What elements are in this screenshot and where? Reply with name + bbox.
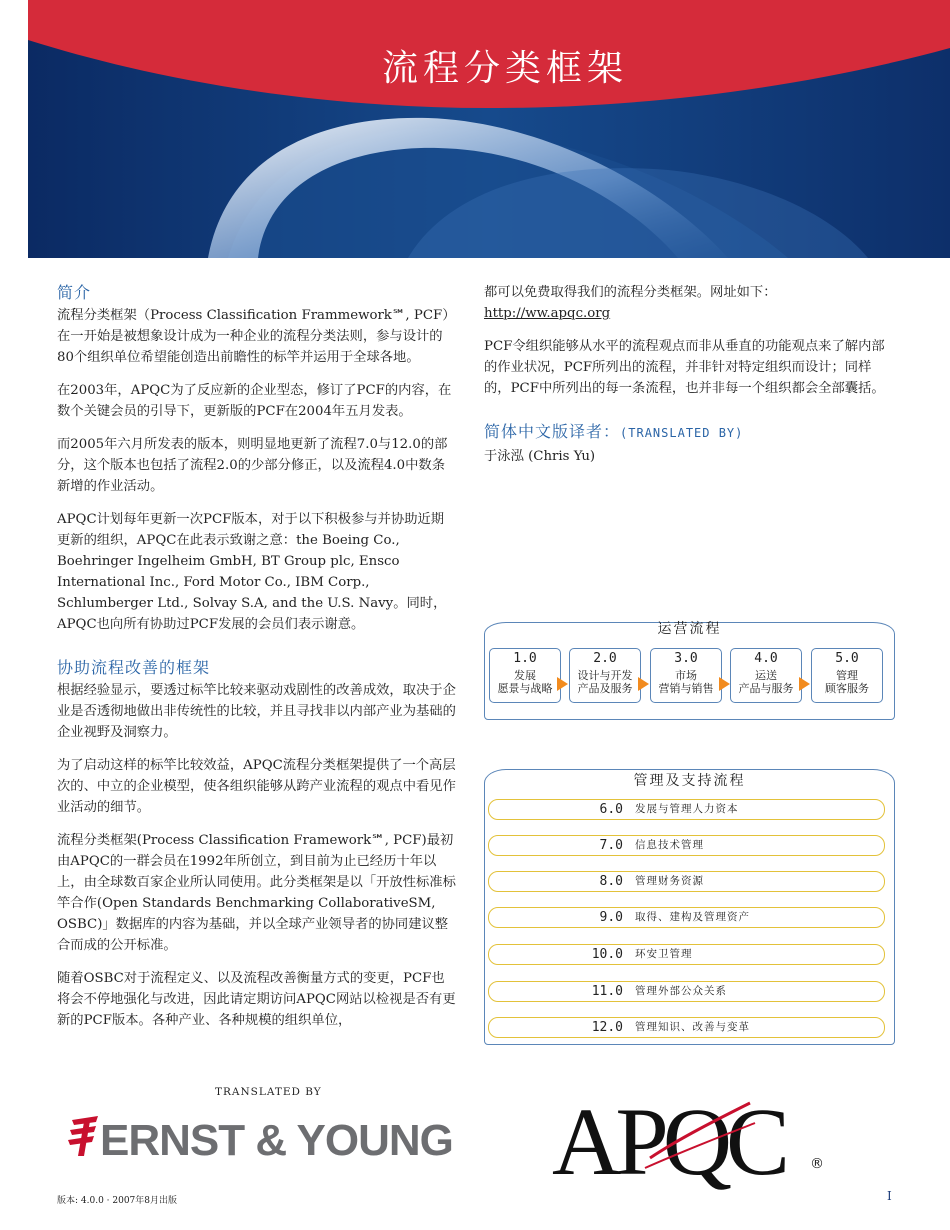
translator-heading — [484, 421, 894, 444]
process-number: 5.0 — [835, 651, 859, 666]
process-label-line1: 设计与开发 — [577, 669, 633, 682]
process-label-line1: 市场 — [675, 669, 697, 682]
process-label: 信息技术管理 — [635, 839, 704, 851]
process-label: 管理知识、改善与变革 — [635, 1021, 750, 1033]
continuation-text: 都可以免费取得我们的流程分类框架。网址如下： — [484, 285, 777, 300]
process-number: 1.0 — [513, 651, 537, 666]
process-box — [730, 648, 802, 703]
flow-arrow-icon — [638, 677, 649, 691]
page-number: I — [887, 1189, 892, 1203]
translator-heading-en: (TRANSLATED BY) — [620, 426, 744, 440]
process-box — [569, 648, 641, 703]
process-number: 9.0 — [599, 910, 623, 925]
registered-mark: ® — [810, 1156, 824, 1172]
management-process-item — [488, 871, 885, 892]
intro-paragraph: APQC计划每年更新一次PCF版本，对于以下积极参与并协助近期更新的组织，APQC在此表示致谢之意：the Boeing Co., Boehringer Ingelheim GmbH, BT Group plc, Ensco International Inc., Ford Motor Co., IBM Corp., Schlumberger Ltd., Solvay S.A, and the U.S. Navy。同时，APQC也向所有协助过PCF发展的会员们表示谢意。 — [57, 512, 447, 632]
process-label-line1: 运送 — [755, 669, 777, 682]
ernst-young-logo: ERNST & YOUNG — [100, 1116, 453, 1165]
apqc-logo: APQC — [552, 1088, 785, 1195]
process-label-line2: 营销与销售 — [658, 682, 714, 695]
process-label-line2: 产品及服务 — [577, 682, 633, 695]
process-label-line1: 管理 — [836, 669, 858, 682]
process-label: 环安卫管理 — [635, 948, 693, 960]
process-box — [650, 648, 722, 703]
intro-paragraph: 而2005年六月所发表的版本，则明显地更新了流程7.0与12.0的部分，这个版本也包括了流程2.0的少部分修正，以及流程4.0中数条新增的作业活动。 — [57, 437, 448, 494]
header-graphic — [28, 0, 950, 258]
left-column — [57, 282, 457, 1043]
process-number: 2.0 — [593, 651, 617, 666]
page-title: 流程分类框架 — [381, 48, 628, 89]
improve-heading: 协助流程改善的框架 — [57, 658, 211, 677]
improve-paragraph: 为了启动这样的标竿比较效益，APQC流程分类框架提供了一个高层次的、中立的企业模型，使各组织能够从跨产业流程的观点中看见作业活动的细节。 — [57, 758, 456, 815]
flow-arrow-icon — [557, 677, 568, 691]
process-number: 11.0 — [591, 984, 623, 999]
process-box — [811, 648, 883, 703]
process-number: 7.0 — [599, 838, 623, 853]
management-process-item — [488, 835, 885, 856]
process-label-line1: 发展 — [514, 669, 536, 682]
process-label: 发展与管理人力资本 — [635, 803, 739, 815]
management-process-item — [488, 799, 885, 820]
continuation-paragraph — [484, 282, 894, 324]
flow-arrow-icon — [799, 677, 810, 691]
management-process-item — [488, 1017, 885, 1038]
process-box — [489, 648, 561, 703]
right-column — [484, 282, 894, 467]
intro-heading: 简介 — [57, 283, 92, 302]
process-number: 6.0 — [599, 802, 623, 817]
process-number: 10.0 — [591, 947, 623, 962]
pcf-paragraph: PCF令组织能够从水平的流程观点而非从垂直的功能观点来了解内部的作业状况，PCF所列出的流程，并非针对特定组织而设计；同样的，PCF中所列出的每一条流程，也并非每一个组织都会全部囊括。 — [484, 339, 885, 396]
header-banner — [28, 0, 950, 258]
management-process-item — [488, 944, 885, 965]
intro-paragraph: 流程分类框架（Process Classification Frammework℠, PCF）在一开始是被想象设计成为一种企业的流程分类法则，参与设计的80个组织单位希望能创造出前瞻性的标竿并运用于全球各地。 — [57, 308, 456, 365]
process-number: 12.0 — [591, 1020, 623, 1035]
management-process-item — [488, 907, 885, 928]
process-label: 管理外部公众关系 — [635, 985, 727, 997]
process-label-line2: 顾客服务 — [825, 682, 869, 695]
process-label-line2: 产品与服务 — [738, 682, 794, 695]
process-number: 8.0 — [599, 874, 623, 889]
management-process-item — [488, 981, 885, 1002]
improve-paragraph: 根据经验显示，要透过标竿比较来驱动戏剧性的改善成效，取决于企业是否透彻地做出非传统性的比较，并且寻找非以内部产业为基础的企业视野及洞察力。 — [57, 683, 456, 740]
ernst-young-mark-icon — [66, 1116, 100, 1156]
website-link[interactable]: http://ww.apqc.org — [484, 306, 611, 321]
flow-arrow-icon — [719, 677, 730, 691]
operating-process-title: 运营流程 — [657, 621, 722, 637]
management-process-title: 管理及支持流程 — [633, 773, 746, 789]
improve-paragraph: 流程分类框架(Process Classification Framework℠, PCF)最初由APQC的一群会员在1992年所创立，到目前为止已经历十年以上，由全球数百家企业所认同使用。此分类框架是以「开放性标准标竿合作(Open Standards Benchmarking CollaborativeSM, OSBC)」数据库的内容为基础，并以全球产业领导者的协同建议整合而成的公开标准。 — [57, 833, 456, 953]
process-number: 3.0 — [674, 651, 698, 666]
process-label: 取得、建构及管理资产 — [635, 911, 750, 923]
process-label-line2: 愿景与战略 — [497, 682, 553, 695]
process-number: 4.0 — [754, 651, 778, 666]
translator-name: 于泳泓 (Chris Yu) — [484, 449, 596, 464]
process-label: 管理财务资源 — [635, 875, 704, 887]
improve-paragraph: 随着OSBC对于流程定义、以及流程改善衡量方式的变更，PCF也将会不停地强化与改进，因此请定期访问APQC网站以检视是否有更新的PCF版本。各种产业、各种规模的组织单位， — [57, 971, 456, 1028]
translator-heading-zh: 简体中文版译者： — [484, 422, 621, 441]
intro-paragraph: 在2003年，APQC为了反应新的企业型态，修订了PCF的内容，在数个关键会员的引导下，更新版的PCF在2004年五月发表。 — [57, 383, 452, 419]
translated-by-label: TRANSLATED BY — [215, 1086, 322, 1098]
apqc-swoosh-icon — [640, 1098, 760, 1178]
version-info: 版本: 4.0.0 · 2007年8月出版 — [57, 1196, 178, 1206]
